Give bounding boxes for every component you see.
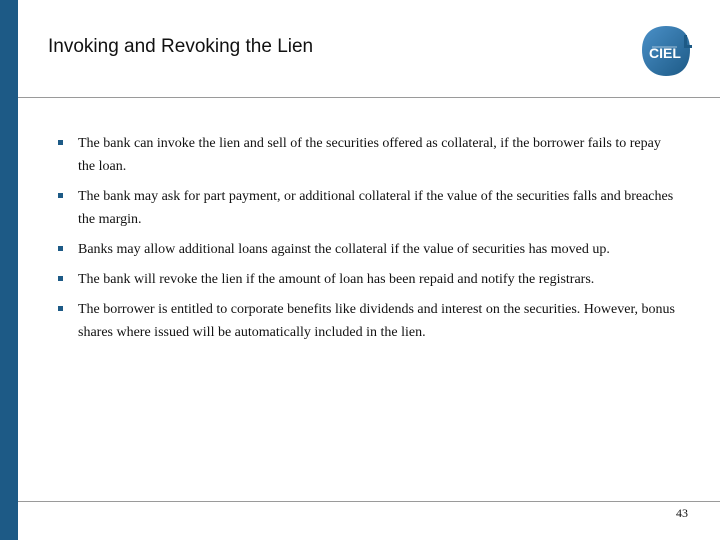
square-bullet-icon [58,306,63,311]
square-bullet-icon [58,193,63,198]
header-divider [18,97,720,98]
bullet-text: The bank can invoke the lien and sell of the securities offered as collateral, if the borrower fails to repay the loan. [78,136,661,174]
bullet-item [56,132,676,178]
square-bullet-icon [58,246,63,251]
bullet-item [56,298,676,344]
footer-divider [18,501,720,502]
left-accent-bar [0,0,18,540]
bullet-item [56,185,676,231]
bullet-item [56,268,676,291]
slide-title: Invoking and Revoking the Lien [48,36,314,57]
logo-text: CIEL [649,45,681,61]
page-number: 43 [676,506,688,520]
square-bullet-icon [58,140,63,145]
ciel-logo-icon [634,20,696,82]
bullet-item [56,238,676,261]
bullet-list [56,132,676,351]
bullet-text: Banks may allow additional loans against the collateral if the value of securities has moved up. [78,242,610,257]
square-bullet-icon [58,276,63,281]
bullet-text: The bank may ask for part payment, or additional collateral if the value of the securities falls and breaches the margin. [78,189,674,227]
bullet-text: The bank will revoke the lien if the amount of loan has been repaid and notify the registrars. [78,272,595,287]
bullet-text: The borrower is entitled to corporate benefits like dividends and interest on the securities. However, bonus shares where issued will be automatically included in the lien. [78,302,675,340]
